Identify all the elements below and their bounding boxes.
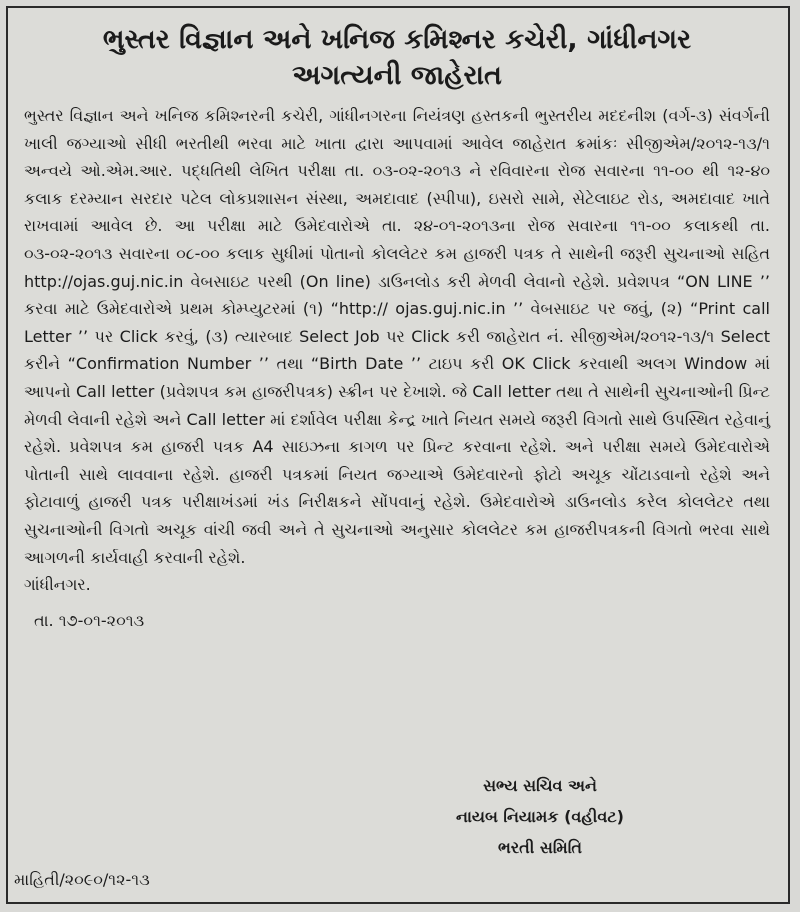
signature-line-3: ભરતી સમિતિ [498, 838, 582, 857]
signature-line-2: નાયબ નિયામક (વહીવટ) [456, 807, 624, 826]
place-text: ગાંધીનગર. [24, 575, 91, 595]
office-title: ભુસ્તર વિજ્ઞાન અને ખનિજ કમિશ્નર કચેરી, ગાંધીનગર [102, 24, 692, 55]
date-text: તા. ૧૭-૦૧-૨૦૧૩ [34, 611, 145, 631]
reference-number: માહિતી/૨૦૯૦/૧૨-૧૩ [14, 870, 150, 889]
notice-body: ભુસ્તર વિજ્ઞાન અને ખનિજ કમિશ્નરની કચેરી, ગાંધીનગરના નિયંત્રણ હસ્તકની ભુસ્તરીય મદદનીશ (વર્ગ-૩) સંવર્ગની ખાલી જગ્યાઓ સીધી ભરતીથી ભરવા માટે ખાતા દ્વારા આપવામાં આવેલ જાહેરાત ક્રમાંકઃ સીજીએમ/૨૦૧૨-૧૩/૧ અન્વયે ઓ.એમ.આર. પદ્ધતિથી લેખિત પરીક્ષા તા. ૦૩-૦૨-૨૦૧૩ ને રવિવારના રોજ સવારના ૧૧-૦૦ થી ૧૨-૪૦ કલાક દરમ્યાન સરદાર પટેલ લોકપ્રશાસન સંસ્થા, અમદાવાદ (સ્પીપા), ઇસરો સામે, સેટેલાઇટ રોડ, અમદાવાદ ખાતે રાખવામાં આવેલ છે. આ પરીક્ષા માટે ઉમેદવારોએ તા. ૨૪-૦૧-૨૦૧૩ના રોજ સવારના ૧૧-૦૦ કલાકથી તા. ૦૩-૦૨-૨૦૧૩ સવારના ૦૮-૦૦ કલાક સુધીમાં પોતાનો કોલલેટર કમ હાજરી પત્રક તે સાથેની જરૂરી સુચનાઓ સહિત http://ojas.guj.nic.in વેબસાઇટ પરથી (On line) ડાઉનલોડ કરી મેળવી લેવાનો રહેશે. પ્રવેશપત્ર “ON LINE ’’ કરવા માટે ઉમેદવારોએ પ્રથમ કોમ્પ્યુટરમાં (૧) “http:// ojas.guj.nic.in ’’ વેબસાઇટ પર જવું, (૨) “Print call Letter ’’ પર Click કરવું, (૩) ત્યારબાદ Select Job પર Click કરી જાહેરાત નં. સીજીએમ/૨૦૧૨-૧૩/૧ Select કરીને “Confirmation Number ’’ તથા “Birth Date ’’ ટાઇપ કરી OK Click કરવાથી અલગ Window માં આપનો Call letter (પ્રવેશપત્ર કમ હાજરીપત્રક) સ્ક્રીન પર દેખાશે. જે Call letter તથા તે સાથેની સુચનાઓની પ્રિન્ટ મેળવી લેવાની રહેશે અને Call letter માં દર્શાવેલ પરીક્ષા કેન્દ્ર ખાતે નિયત સમયે જરૂરી વિગતો સાથે ઉપસ્થિત રહેવાનું રહેશે. પ્રવેશપત્ર કમ હાજરી પત્રક A4 સાઇઝના કાગળ પર પ્રિન્ટ કરવાના રહેશે. અને પરીક્ષા સમયે ઉમેદવારોએ પોતાની સાથે લાવવાના રહેશે. હાજરી પત્રકમાં નિયત જગ્યાએ ઉમેદવારનો ફોટો અચૂક ચોંટાડવાનો રહેશે અને ફોટાવાળું હાજરી પત્રક પરીક્ષાખંડમાં ખંડ નિરીક્ષકને સોંપવાનું રહેશે. ઉમેદવારોએ ડાઉનલોડ કરેલ કોલલેટર તથા સુચનાઓની વિગતો અચૂક વાંચી જવી અને તે સુચનાઓ અનુસાર કોલલેટર કમ હાજરીપત્રકની વિગતો ભરવા સાથે આગળની કાર્યવાહી કરવાની રહેશે. [24, 106, 770, 567]
notice-title: અગત્યની જાહેરાત [292, 60, 502, 91]
signature-line-1: સભ્ય સચિવ અને [483, 776, 597, 795]
notice-box [6, 6, 790, 904]
signature-block [420, 770, 660, 863]
